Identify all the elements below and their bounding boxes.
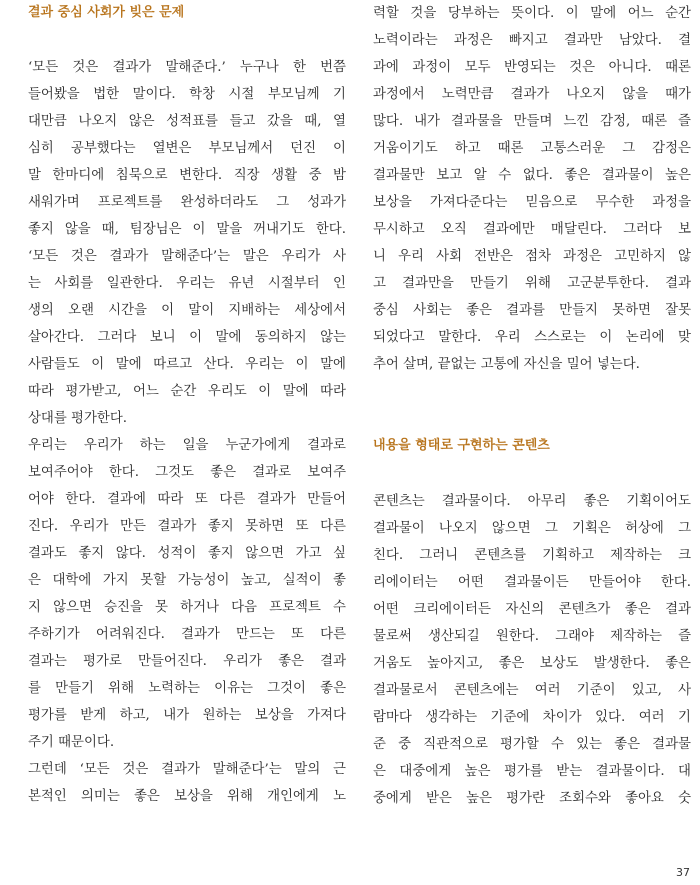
text-line: 결과는 평가로 만들어진다. 우리가 좋은 결과 bbox=[28, 654, 346, 669]
text-line: 생의 오랜 시간을 이 말이 지배하는 세상에서 bbox=[28, 303, 346, 318]
text-line: 노력이라는 과정은 빠지고 결과만 남았다. 결 bbox=[373, 33, 691, 48]
text-line: 를 만들기 위해 노력하는 이유는 그것이 좋은 bbox=[28, 681, 346, 696]
text-line: 보상을 가져다준다는 믿음으로 무수한 과정을 bbox=[373, 195, 691, 210]
text-line: 평가를 받게 하고, 내가 원하는 보상을 가져다 bbox=[28, 708, 346, 723]
text-line: 좋지 않을 때, 팀장님은 이 말을 꺼내기도 한다. bbox=[28, 222, 346, 237]
text-line: 보여주어야 한다. 그것도 좋은 결과로 보여주 bbox=[28, 465, 346, 480]
text-line: 본적인 의미는 좋은 보상을 위해 개인에게 노 bbox=[28, 789, 346, 804]
text-line: 고 결과만을 만들기 위해 고군분투한다. 결과 bbox=[373, 276, 691, 291]
text-line: 말 한마디에 침묵으로 변한다. 직장 생활 중 밤 bbox=[28, 168, 346, 183]
text-line: 는 사회를 일관한다. 우리는 유년 시절부터 인 bbox=[28, 276, 346, 291]
text-line: 추어 살며, 끝없는 고통에 자신을 밀어 넣는다. bbox=[373, 357, 640, 372]
text-line: 주기 때문이다. bbox=[28, 735, 115, 750]
text-line: 살아간다. 그러다 보니 이 말에 동의하지 않는 bbox=[28, 330, 346, 345]
text-line: 중심 사회는 좋은 결과를 만들지 못하면 잘못 bbox=[373, 303, 691, 318]
text-line: 결과물이 나오지 않으면 그 기획은 허상에 그 bbox=[373, 521, 691, 536]
text-line: ‘모든 것은 결과가 말해준다.’ 누구나 한 번쯤 bbox=[28, 60, 346, 75]
text-line: 력할 것을 당부하는 뜻이다. 이 말에 어느 순간 bbox=[373, 6, 691, 21]
text-line: 리에이터는 어떤 결과물이든 만들어야 한다. bbox=[373, 575, 691, 590]
left-body-text bbox=[28, 54, 346, 810]
text-line: 새워가며 프로젝트를 완성하더라도 그 성과가 bbox=[28, 195, 346, 210]
text-line: 콘텐츠는 결과물이다. 아무리 좋은 기획이어도 bbox=[373, 494, 691, 509]
text-line: 결과물만 보고 알 수 없다. 좋은 결과물이 높은 bbox=[373, 168, 691, 183]
text-line: 들어봤을 법한 말이다. 학창 시절 부모님께 기 bbox=[28, 87, 346, 102]
page-number: 37 bbox=[676, 866, 690, 879]
right-body-text-top bbox=[373, 0, 691, 378]
text-line: 되었다고 말한다. 우리 스스로는 이 논리에 맞 bbox=[373, 330, 691, 345]
text-line: 결과도 좋지 않다. 성적이 좋지 않으면 가고 싶 bbox=[28, 546, 346, 561]
text-line: 대만큼 나오지 않은 성적표를 들고 갔을 때, 열 bbox=[28, 114, 346, 129]
text-line: 과정에서 노력만큼 결과가 나오지 않을 때가 bbox=[373, 87, 691, 102]
text-line: 거움이기도 하고 때론 고통스러운 그 감정은 bbox=[373, 141, 691, 156]
text-line: 따라 평가받고, 어느 순간 우리도 이 말에 따라 bbox=[28, 384, 346, 399]
text-line: 중에게 받은 높은 평가란 조회수와 좋아요 숫 bbox=[373, 791, 691, 806]
text-line: 무시하고 오직 결과에만 매달린다. 그러다 보 bbox=[373, 222, 691, 237]
text-line: 은 대학에 가지 못할 가능성이 높고, 실적이 좋 bbox=[28, 573, 346, 588]
text-line: 진다. 우리가 만든 결과가 좋지 못하면 또 다른 bbox=[28, 519, 346, 534]
text-line: 과에 과정이 모두 반영되는 것은 아니다. 때론 bbox=[373, 60, 691, 75]
text-line: ‘모든 것은 결과가 말해준다’는 말은 우리가 사 bbox=[28, 249, 346, 264]
text-line: 람마다 생각하는 기준에 차이가 있다. 여러 기 bbox=[373, 710, 691, 725]
right-body-text-bottom bbox=[373, 488, 691, 812]
text-line: 니 우리 사회 전반은 점차 과정은 고민하지 않 bbox=[373, 249, 691, 264]
text-line: 친다. 그러니 콘텐츠를 기획하고 제작하는 크 bbox=[373, 548, 691, 563]
text-line: 준 중 직관적으로 평가할 수 있는 좋은 결과물 bbox=[373, 737, 691, 752]
text-line: 어야 한다. 결과에 따라 또 다른 결과가 만들어 bbox=[28, 492, 346, 507]
text-line: 많다. 내가 결과물을 만들며 느낀 감정, 때론 즐 bbox=[373, 114, 691, 129]
text-line: 우리는 우리가 하는 일을 누군가에게 결과로 bbox=[28, 438, 346, 453]
text-line: 심히 공부했다는 열변은 부모님께서 던진 이 bbox=[28, 141, 346, 156]
text-line: 그런데 ‘모든 것은 결과가 말해준다’는 말의 근 bbox=[28, 762, 346, 777]
text-line: 사람들도 이 말에 따르고 산다. 우리는 이 말에 bbox=[28, 357, 346, 372]
text-line: 주하기가 어려워진다. 결과가 만드는 또 다른 bbox=[28, 627, 346, 642]
text-line: 상대를 평가한다. bbox=[28, 411, 128, 426]
text-line: 어떤 크리에이터든 자신의 콘텐츠가 좋은 결과 bbox=[373, 602, 691, 617]
text-line: 지 않으면 승진을 못 하거나 다음 프로젝트 수 bbox=[28, 600, 346, 615]
text-line: 거움도 높아지고, 좋은 보상도 발생한다. 좋은 bbox=[373, 656, 691, 671]
section-heading-contents: 내용을 형태로 구현하는 콘텐츠 bbox=[373, 438, 550, 453]
text-line: 은 대중에게 높은 평가를 받는 결과물이다. 대 bbox=[373, 764, 691, 779]
text-line: 물로써 생산되길 원한다. 그래야 제작하는 즐 bbox=[373, 629, 691, 644]
section-heading-results-society: 결과 중심 사회가 빚은 문제 bbox=[28, 5, 185, 20]
text-line: 결과물로서 콘텐츠에는 여러 기준이 있고, 사 bbox=[373, 683, 691, 698]
